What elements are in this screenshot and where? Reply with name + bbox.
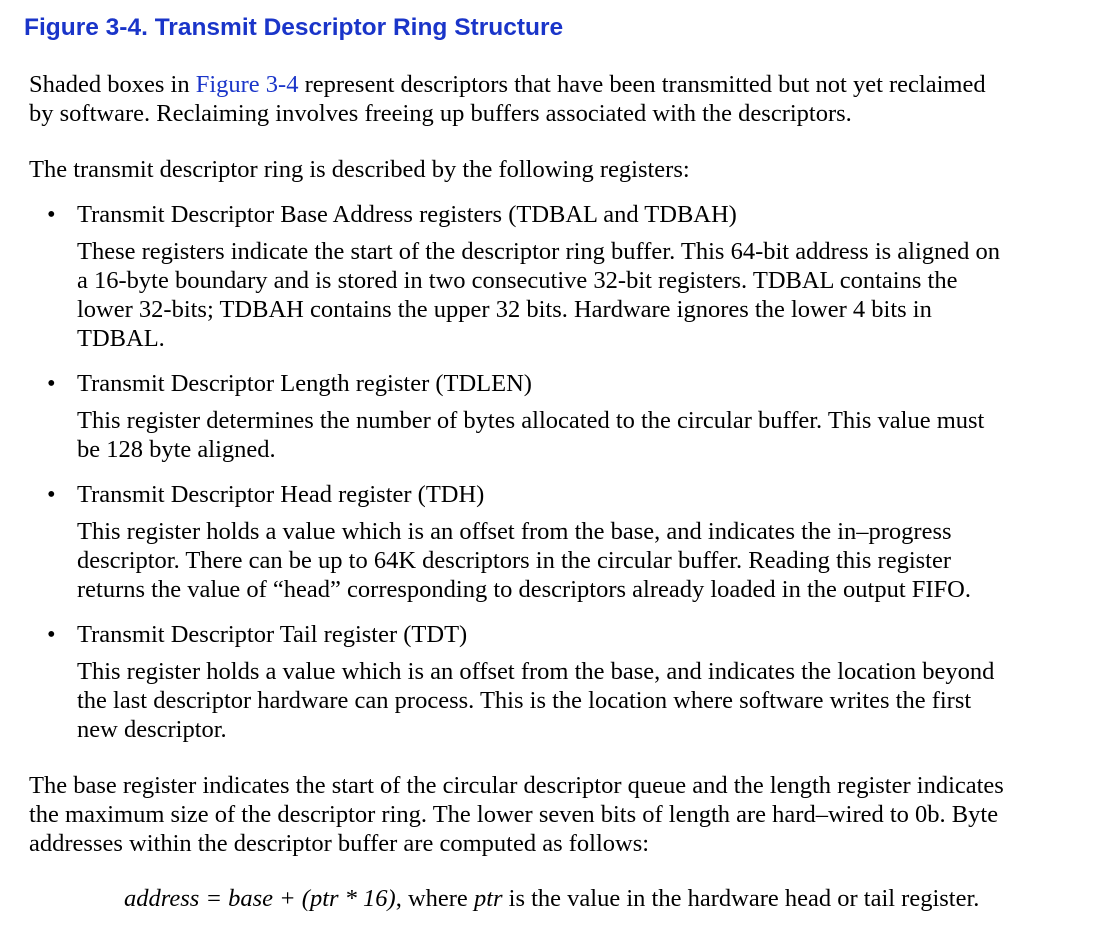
body-line: TDBAL. — [77, 325, 165, 352]
body-line: new descriptor. — [77, 716, 227, 743]
bullet-icon: • — [47, 621, 56, 648]
body-line: lower 32-bits; TDBAH contains the upper 32 bits. Hardware ignores the lower 4 bits in — [77, 296, 932, 323]
figure-link[interactable]: Figure 3-4 — [195, 71, 299, 98]
formula-mid: , where — [395, 885, 474, 912]
body-line: a 16-byte boundary and is stored in two consecutive 32-bit registers. TDBAL contains the — [77, 267, 958, 294]
intro-line-1 — [29, 70, 986, 99]
formula-suffix: is the value in the hardware head or tail register. — [502, 885, 980, 912]
body-line: This register holds a value which is an offset from the base, and indicates the location beyond — [77, 658, 995, 685]
intro-paragraph — [29, 70, 986, 128]
bullet-body-tdt — [77, 657, 994, 744]
intro-line-2: by software. Reclaiming involves freeing up buffers associated with the descriptors. — [29, 100, 852, 127]
bullet-body-tdh — [77, 517, 971, 604]
registers-intro: The transmit descriptor ring is described by the following registers: — [29, 156, 690, 183]
closing-line: the maximum size of the descriptor ring. The lower seven bits of length are hard–wired to 0b. Byte — [29, 801, 999, 828]
formula-variable: ptr — [473, 885, 503, 912]
intro-suffix: represent descriptors that have been transmitted but not yet reclaimed — [298, 71, 986, 98]
closing-paragraph — [29, 771, 1004, 858]
address-formula — [124, 884, 979, 913]
formula-expression: address = base + (ptr * 16) — [124, 885, 396, 912]
bullet-title-tdt: Transmit Descriptor Tail register (TDT) — [77, 621, 468, 648]
closing-line: addresses within the descriptor buffer are computed as follows: — [29, 830, 650, 857]
body-line: This register determines the number of bytes allocated to the circular buffer. This value must — [77, 407, 985, 434]
bullet-icon: • — [47, 481, 56, 508]
body-line: returns the value of “head” corresponding to descriptors already loaded in the output FIFO. — [77, 576, 971, 603]
body-line: These registers indicate the start of the descriptor ring buffer. This 64-bit address is aligned on — [77, 238, 1001, 265]
bullet-title-tdh: Transmit Descriptor Head register (TDH) — [77, 481, 485, 508]
closing-line: The base register indicates the start of the circular descriptor queue and the length register indicates — [29, 772, 1004, 799]
body-line: This register holds a value which is an offset from the base, and indicates the in–progress — [77, 518, 952, 545]
body-line: descriptor. There can be up to 64K descriptors in the circular buffer. Reading this register — [77, 547, 952, 574]
bullet-icon: • — [47, 370, 56, 397]
bullet-title-tdbal: Transmit Descriptor Base Address registers (TDBAL and TDBAH) — [77, 201, 737, 228]
bullet-icon: • — [47, 201, 56, 228]
figure-title: Figure 3-4. Transmit Descriptor Ring Structure — [24, 14, 564, 41]
bullet-body-tdbal — [77, 237, 1000, 353]
body-line: the last descriptor hardware can process. This is the location where software writes the first — [77, 687, 972, 714]
bullet-body-tdlen — [77, 406, 984, 464]
intro-prefix: Shaded boxes in — [29, 71, 196, 98]
bullet-title-tdlen: Transmit Descriptor Length register (TDLEN) — [77, 370, 532, 397]
body-line: be 128 byte aligned. — [77, 436, 276, 463]
